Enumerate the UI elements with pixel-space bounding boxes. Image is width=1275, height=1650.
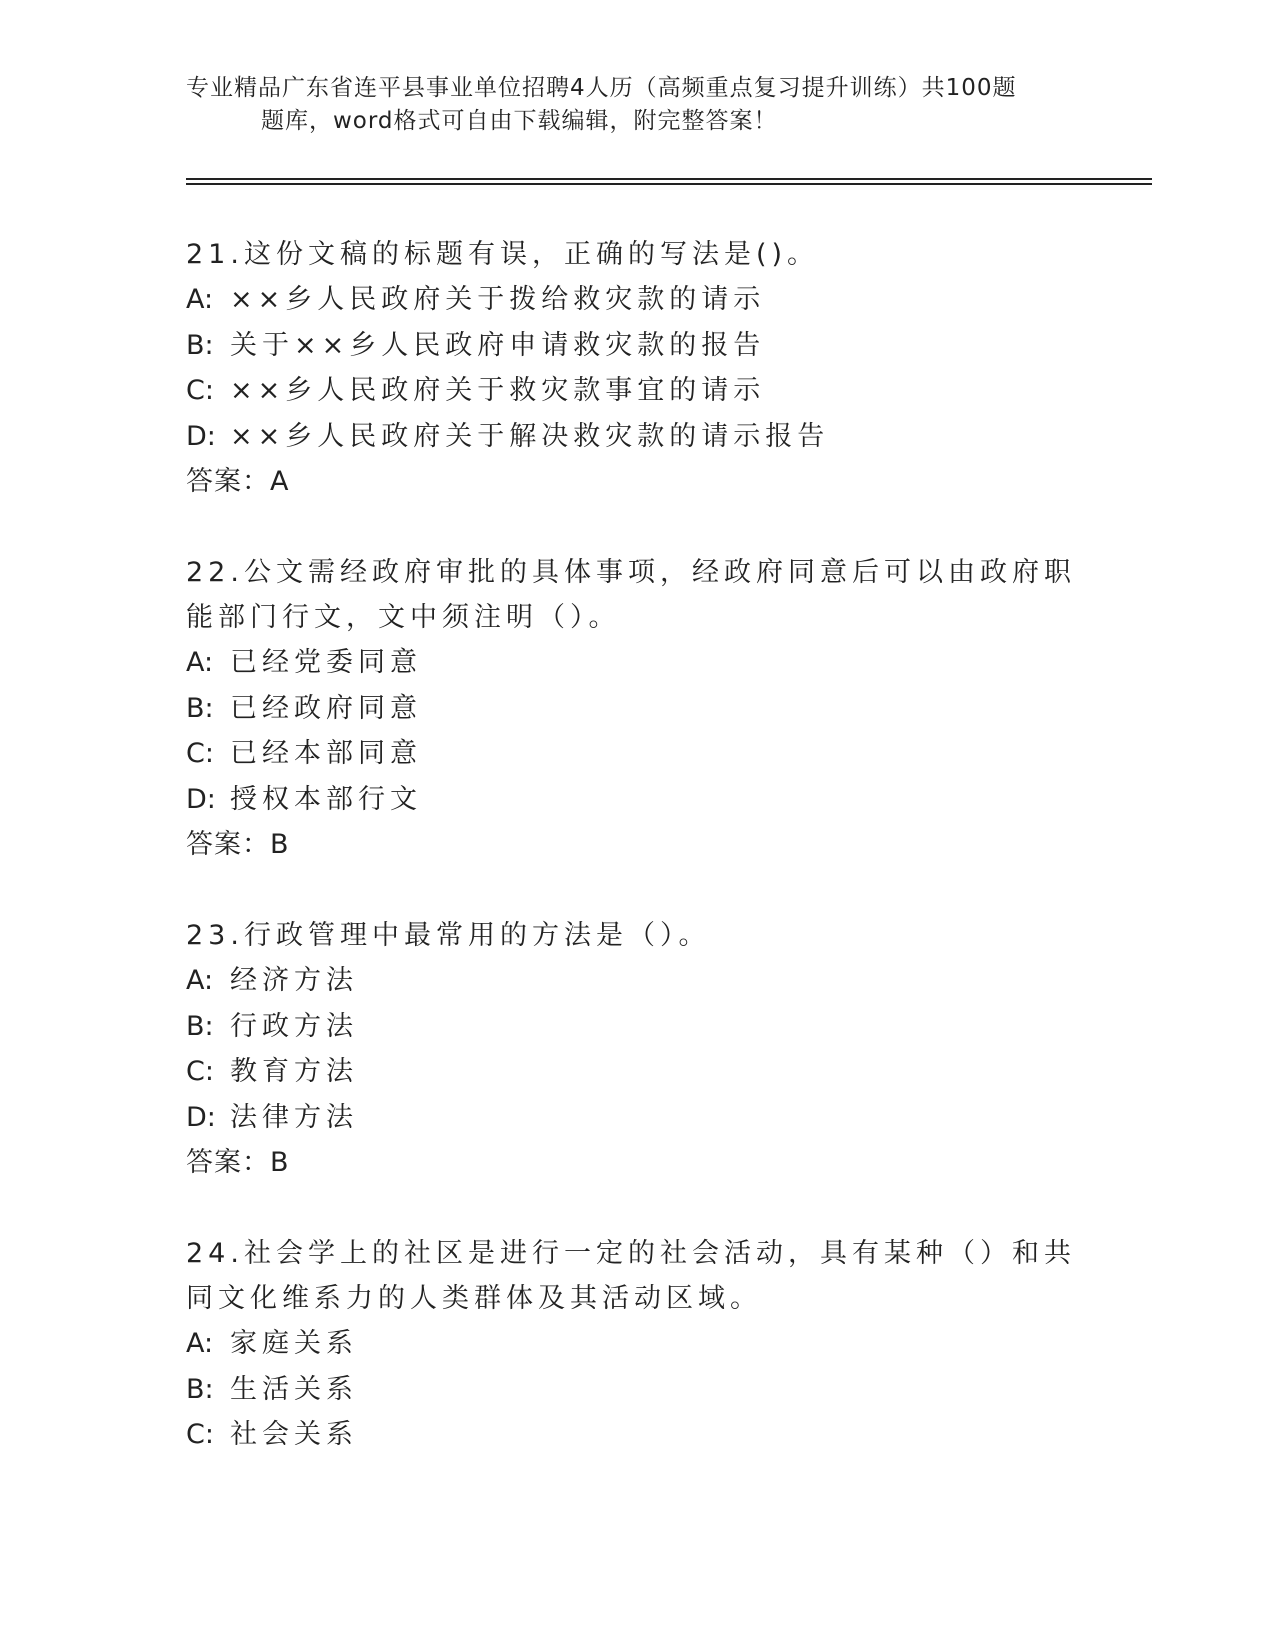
option-key: B: xyxy=(186,1010,214,1042)
header-divider-top xyxy=(186,178,1152,180)
option-key: C: xyxy=(186,1419,214,1450)
option-a xyxy=(186,277,1086,323)
option-c xyxy=(186,731,1086,777)
option-text: 社会关系 xyxy=(230,1419,358,1450)
option-d xyxy=(186,777,1086,823)
option-text: 授权本部行文 xyxy=(230,783,422,815)
option-text: 关于××乡人民政府申请救灾款的报告 xyxy=(230,329,766,361)
option-text: 已经本部同意 xyxy=(230,738,422,769)
option-text: 家庭关系 xyxy=(230,1328,358,1359)
option-text: 已经政府同意 xyxy=(230,692,422,724)
question-22 xyxy=(186,550,1086,867)
header-title-line2: 题库，word格式可自由下载编辑，附完整答案！ xyxy=(261,108,778,134)
question-stem: 21.这份文稿的标题有误，正确的写法是()。 xyxy=(186,239,820,270)
option-text: 生活关系 xyxy=(230,1373,358,1405)
question-stem: 23.行政管理中最常用的方法是（）。 xyxy=(186,920,711,951)
option-key: C: xyxy=(186,738,214,769)
option-text: ××乡人民政府关于救灾款事宜的请示 xyxy=(230,375,766,406)
answer-line: 答案：B xyxy=(186,829,290,860)
option-key: B: xyxy=(186,692,214,724)
option-c xyxy=(186,1412,1086,1458)
option-a xyxy=(186,1321,1086,1367)
header-divider-bottom xyxy=(186,183,1152,185)
option-key: B: xyxy=(186,1373,214,1405)
option-d xyxy=(186,1095,1086,1141)
option-key: A: xyxy=(186,1328,214,1359)
option-text: 已经党委同意 xyxy=(230,647,422,678)
option-text: 经济方法 xyxy=(230,965,358,996)
option-b xyxy=(186,1004,1086,1050)
option-b xyxy=(186,323,1086,369)
option-b xyxy=(186,1367,1086,1413)
question-21 xyxy=(186,232,1086,504)
option-key: A: xyxy=(186,647,214,678)
option-text: ××乡人民政府关于解决救灾款的请示报告 xyxy=(230,420,830,452)
option-key: B: xyxy=(186,329,214,361)
option-key: D: xyxy=(186,1101,216,1133)
answer-line: 答案：A xyxy=(186,466,290,497)
question-list xyxy=(186,232,1086,1458)
option-text: 教育方法 xyxy=(230,1056,358,1087)
option-b xyxy=(186,686,1086,732)
option-d xyxy=(186,414,1086,460)
option-text: ××乡人民政府关于拨给救灾款的请示 xyxy=(230,284,766,315)
question-stem: 22.公文需经政府审批的具体事项，经政府同意后可以由政府职能部门行文，文中须注明（）。 xyxy=(186,557,1076,633)
option-text: 行政方法 xyxy=(230,1010,358,1042)
option-c xyxy=(186,1049,1086,1095)
option-key: A: xyxy=(186,965,214,996)
option-key: C: xyxy=(186,375,214,406)
header-title-line1: 专业精品广东省连平县事业单位招聘4人历（高频重点复习提升训练）共100题 xyxy=(186,75,1017,101)
option-key: D: xyxy=(186,783,216,815)
document-header xyxy=(186,72,1066,138)
question-23 xyxy=(186,913,1086,1185)
option-key: C: xyxy=(186,1056,214,1087)
question-24 xyxy=(186,1231,1086,1458)
answer-line: 答案：B xyxy=(186,1147,290,1178)
option-text: 法律方法 xyxy=(230,1101,358,1133)
option-a xyxy=(186,640,1086,686)
option-key: A: xyxy=(186,284,214,315)
option-a xyxy=(186,958,1086,1004)
option-key: D: xyxy=(186,420,216,452)
option-c xyxy=(186,368,1086,414)
question-stem: 24.社会学上的社区是进行一定的社会活动，具有某种（）和共同文化维系力的人类群体及其活动区域。 xyxy=(186,1238,1076,1314)
